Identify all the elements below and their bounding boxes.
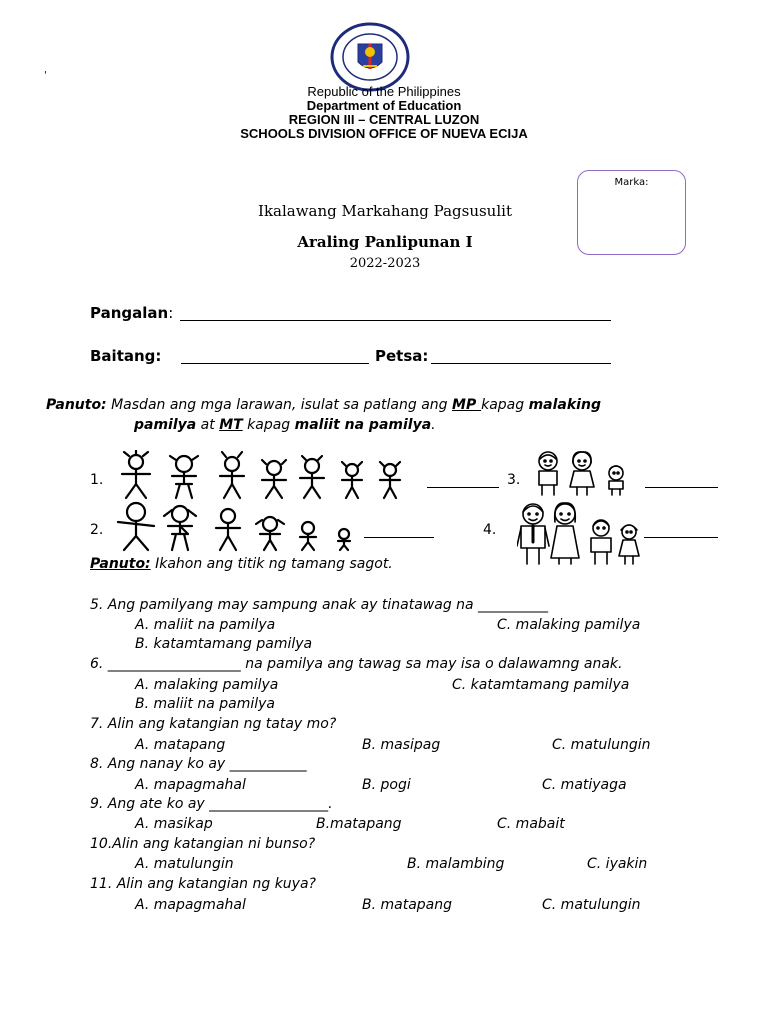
question-9-choice-b[interactable]: B.matapang: [316, 816, 402, 832]
item-3-family-picture: [532, 451, 632, 497]
question-5: 5. Ang pamilyang may sampung anak ay tinatawag na __________: [90, 597, 549, 613]
item-1-family-picture: [114, 450, 414, 502]
question-7-choice-c[interactable]: C. matulungin: [552, 737, 651, 753]
quarter-title: Ikalawang Markahang Pagsusulit: [258, 202, 512, 220]
header-department: Department of Education: [306, 98, 462, 113]
question-7: 7. Alin ang katangian ng tatay mo?: [90, 716, 337, 732]
question-6-choice-b[interactable]: B. maliit na pamilya: [135, 696, 275, 712]
date-label: Petsa:: [375, 347, 429, 365]
question-10-choice-c[interactable]: C. iyakin: [587, 856, 648, 872]
deped-seal-logo: [330, 22, 410, 92]
grade-level-field[interactable]: [181, 363, 369, 364]
question-9-choice-c[interactable]: C. mabait: [497, 816, 565, 832]
question-7-choice-a[interactable]: A. matapang: [135, 737, 226, 753]
question-11-choice-c[interactable]: C. matulungin: [542, 897, 641, 913]
question-6: 6. ___________________ na pamilya ang tawag sa may isa o dalawamng anak.: [90, 656, 623, 672]
grade-box-label: Marka:: [614, 177, 649, 188]
item-1-answer[interactable]: [427, 487, 499, 488]
question-11-choice-b[interactable]: B. matapang: [362, 897, 453, 913]
item-3-answer[interactable]: [645, 487, 718, 488]
question-10: 10.Alin ang katangian ni bunso?: [90, 836, 316, 852]
question-8-choice-b[interactable]: B. pogi: [362, 777, 411, 793]
item-2-answer[interactable]: [364, 537, 434, 538]
question-10-choice-a[interactable]: A. matulungin: [135, 856, 234, 872]
stray-mark: ': [44, 70, 47, 81]
question-5-choice-b[interactable]: B. katamtamang pamilya: [135, 636, 313, 652]
item-4-family-picture: [517, 502, 645, 568]
instructions-1-line1: Panuto: Masdan ang mga larawan, isulat sa patlang ang MP kapag malaking: [46, 397, 601, 413]
question-6-choice-a[interactable]: A. malaking pamilya: [135, 677, 279, 693]
question-8: 8. Ang nanay ko ay ___________: [90, 756, 307, 772]
name-field[interactable]: [180, 320, 611, 321]
question-11-choice-a[interactable]: A. mapagmahal: [135, 897, 246, 913]
item-1-number: 1.: [90, 472, 104, 488]
header-region: REGION III – CENTRAL LUZON: [288, 112, 480, 127]
grade-level-label: Baitang:: [90, 347, 162, 365]
question-8-choice-a[interactable]: A. mapagmahal: [135, 777, 246, 793]
question-5-choice-c[interactable]: C. malaking pamilya: [497, 617, 641, 633]
header-republic: Republic of the Philippines: [307, 84, 461, 99]
question-6-choice-c[interactable]: C. katamtamang pamilya: [452, 677, 630, 693]
instructions-1-line2: pamilya at MT kapag maliit na pamilya.: [134, 417, 436, 433]
question-10-choice-b[interactable]: B. malambing: [407, 856, 505, 872]
question-9-choice-a[interactable]: A. masikap: [135, 816, 213, 832]
question-9: 9. Ang ate ko ay _________________.: [90, 796, 333, 812]
item-4-number: 4.: [483, 522, 497, 538]
school-year: 2022-2023: [349, 256, 421, 271]
item-2-number: 2.: [90, 522, 104, 538]
question-11: 11. Alin ang katangian ng kuya?: [90, 876, 316, 892]
question-8-choice-c[interactable]: C. matiyaga: [542, 777, 627, 793]
subject-title: Araling Panlipunan I: [297, 233, 473, 251]
item-4-answer[interactable]: [644, 537, 718, 538]
date-field[interactable]: [431, 363, 611, 364]
item-3-number: 3.: [507, 472, 521, 488]
question-5-choice-a[interactable]: A. maliit na pamilya: [135, 617, 276, 633]
item-2-family-picture: [112, 500, 368, 552]
instructions-2: Panuto: Ikahon ang titik ng tamang sagot.: [90, 556, 393, 572]
header-division: SCHOOLS DIVISION OFFICE OF NUEVA ECIJA: [240, 126, 528, 141]
question-7-choice-b[interactable]: B. masipag: [362, 737, 441, 753]
name-label: Pangalan:: [90, 304, 174, 322]
